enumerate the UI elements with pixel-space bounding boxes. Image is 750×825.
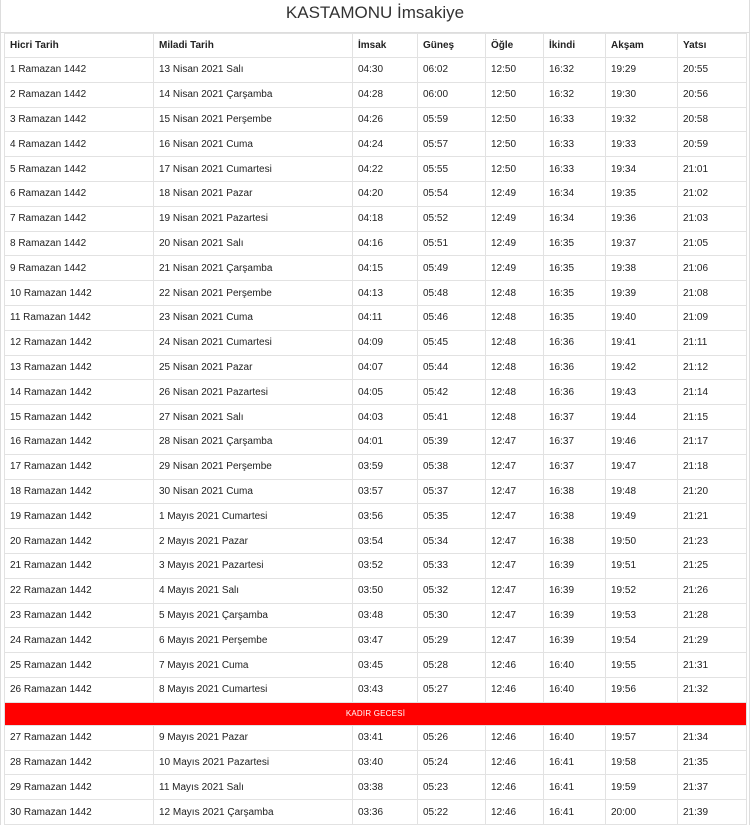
table-cell: 21:08 bbox=[678, 281, 747, 306]
table-row bbox=[5, 206, 747, 231]
table-cell: 06:02 bbox=[418, 58, 486, 83]
table-cell: 19:41 bbox=[606, 330, 678, 355]
table-cell: 19:40 bbox=[606, 305, 678, 330]
table-cell: 12:47 bbox=[486, 529, 544, 554]
table-cell: 03:45 bbox=[353, 653, 418, 678]
table-cell: 16:39 bbox=[544, 578, 606, 603]
table-cell: 21:25 bbox=[678, 553, 747, 578]
table-cell: 03:48 bbox=[353, 603, 418, 628]
table-cell: 12:48 bbox=[486, 330, 544, 355]
table-cell: 16:39 bbox=[544, 628, 606, 653]
table-cell: 05:24 bbox=[418, 750, 486, 775]
table-cell: 12:49 bbox=[486, 206, 544, 231]
table-row bbox=[5, 107, 747, 132]
table-cell: 12:47 bbox=[486, 553, 544, 578]
table-cell: 19:43 bbox=[606, 380, 678, 405]
table-cell: 04:09 bbox=[353, 330, 418, 355]
table-cell: 19:33 bbox=[606, 132, 678, 157]
table-cell: 05:32 bbox=[418, 578, 486, 603]
table-cell: 19:57 bbox=[606, 725, 678, 750]
table-cell: 20 Nisan 2021 Salı bbox=[154, 231, 353, 256]
table-cell: 03:47 bbox=[353, 628, 418, 653]
table-cell: 19:29 bbox=[606, 58, 678, 83]
table-cell: 21:14 bbox=[678, 380, 747, 405]
table-cell: 20:59 bbox=[678, 132, 747, 157]
table-cell: 20:55 bbox=[678, 58, 747, 83]
table-cell: 12:49 bbox=[486, 256, 544, 281]
table-cell: 12:49 bbox=[486, 231, 544, 256]
table-cell: 05:49 bbox=[418, 256, 486, 281]
kadir-gecesi-row bbox=[5, 702, 747, 725]
table-cell: 1 Ramazan 1442 bbox=[5, 58, 154, 83]
table-cell: 20:58 bbox=[678, 107, 747, 132]
column-header: İmsak bbox=[353, 34, 418, 58]
table-cell: 7 Mayıs 2021 Cuma bbox=[154, 653, 353, 678]
table-cell: 20:56 bbox=[678, 82, 747, 107]
table-cell: 9 Ramazan 1442 bbox=[5, 256, 154, 281]
table-cell: 19:47 bbox=[606, 454, 678, 479]
table-body bbox=[5, 58, 747, 825]
table-cell: 12:46 bbox=[486, 775, 544, 800]
table-cell: 03:50 bbox=[353, 578, 418, 603]
table-row bbox=[5, 603, 747, 628]
table-cell: 04:11 bbox=[353, 305, 418, 330]
table-cell: 16:33 bbox=[544, 132, 606, 157]
table-cell: 12:47 bbox=[486, 578, 544, 603]
table-cell: 6 Ramazan 1442 bbox=[5, 181, 154, 206]
table-row bbox=[5, 429, 747, 454]
table-cell: 26 Nisan 2021 Pazartesi bbox=[154, 380, 353, 405]
table-cell: 7 Ramazan 1442 bbox=[5, 206, 154, 231]
table-cell: 19:30 bbox=[606, 82, 678, 107]
table-cell: 21:26 bbox=[678, 578, 747, 603]
table-cell: 16:33 bbox=[544, 107, 606, 132]
table-cell: 06:00 bbox=[418, 82, 486, 107]
table-cell: 16:32 bbox=[544, 58, 606, 83]
table-row bbox=[5, 553, 747, 578]
table-cell: 03:36 bbox=[353, 800, 418, 825]
table-cell: 16:34 bbox=[544, 181, 606, 206]
table-cell: 05:45 bbox=[418, 330, 486, 355]
table-cell: 04:15 bbox=[353, 256, 418, 281]
table-cell: 21 Ramazan 1442 bbox=[5, 553, 154, 578]
table-cell: 11 Mayıs 2021 Salı bbox=[154, 775, 353, 800]
table-cell: 05:57 bbox=[418, 132, 486, 157]
table-cell: 19:59 bbox=[606, 775, 678, 800]
imsakiye-table bbox=[4, 33, 747, 825]
table-cell: 04:24 bbox=[353, 132, 418, 157]
table-cell: 19:32 bbox=[606, 107, 678, 132]
table-cell: 16:32 bbox=[544, 82, 606, 107]
table-cell: 03:57 bbox=[353, 479, 418, 504]
table-cell: 29 Ramazan 1442 bbox=[5, 775, 154, 800]
table-row bbox=[5, 281, 747, 306]
table-cell: 12:46 bbox=[486, 725, 544, 750]
table-header-row bbox=[5, 34, 747, 58]
table-row bbox=[5, 479, 747, 504]
table-cell: 21:39 bbox=[678, 800, 747, 825]
table-cell: 21:01 bbox=[678, 157, 747, 182]
table-cell: 19:50 bbox=[606, 529, 678, 554]
table-cell: 2 Mayıs 2021 Pazar bbox=[154, 529, 353, 554]
table-cell: 05:37 bbox=[418, 479, 486, 504]
table-cell: 19:52 bbox=[606, 578, 678, 603]
table-cell: 25 Ramazan 1442 bbox=[5, 653, 154, 678]
table-cell: 05:46 bbox=[418, 305, 486, 330]
table-cell: 28 Nisan 2021 Çarşamba bbox=[154, 429, 353, 454]
table-cell: 19:58 bbox=[606, 750, 678, 775]
table-row bbox=[5, 405, 747, 430]
table-cell: 19:34 bbox=[606, 157, 678, 182]
table-cell: 05:48 bbox=[418, 281, 486, 306]
table-cell: 28 Ramazan 1442 bbox=[5, 750, 154, 775]
table-cell: 22 Ramazan 1442 bbox=[5, 578, 154, 603]
table-cell: 05:44 bbox=[418, 355, 486, 380]
table-cell: 21:23 bbox=[678, 529, 747, 554]
table-cell: 21:32 bbox=[678, 677, 747, 702]
table-cell: 23 Nisan 2021 Cuma bbox=[154, 305, 353, 330]
table-cell: 21 Nisan 2021 Çarşamba bbox=[154, 256, 353, 281]
column-header: Güneş bbox=[418, 34, 486, 58]
table-row bbox=[5, 578, 747, 603]
table-cell: 4 Mayıs 2021 Salı bbox=[154, 578, 353, 603]
table-cell: 05:34 bbox=[418, 529, 486, 554]
table-cell: 12:47 bbox=[486, 603, 544, 628]
table-cell: 19:51 bbox=[606, 553, 678, 578]
table-cell: 05:30 bbox=[418, 603, 486, 628]
table-cell: 12:50 bbox=[486, 107, 544, 132]
table-cell: 18 Ramazan 1442 bbox=[5, 479, 154, 504]
table-cell: 04:05 bbox=[353, 380, 418, 405]
table-cell: 24 Nisan 2021 Cumartesi bbox=[154, 330, 353, 355]
table-cell: 16 Ramazan 1442 bbox=[5, 429, 154, 454]
table-cell: 03:52 bbox=[353, 553, 418, 578]
table-cell: 05:41 bbox=[418, 405, 486, 430]
table-cell: 03:40 bbox=[353, 750, 418, 775]
table-cell: 05:55 bbox=[418, 157, 486, 182]
table-cell: 21:20 bbox=[678, 479, 747, 504]
table-cell: 8 Ramazan 1442 bbox=[5, 231, 154, 256]
table-cell: 21:09 bbox=[678, 305, 747, 330]
table-cell: 21:34 bbox=[678, 725, 747, 750]
table-cell: 19:38 bbox=[606, 256, 678, 281]
table-cell: 04:26 bbox=[353, 107, 418, 132]
table-cell: 10 Mayıs 2021 Pazartesi bbox=[154, 750, 353, 775]
column-header: Akşam bbox=[606, 34, 678, 58]
table-cell: 05:27 bbox=[418, 677, 486, 702]
table-cell: 16:41 bbox=[544, 750, 606, 775]
table-row bbox=[5, 355, 747, 380]
table-cell: 15 Ramazan 1442 bbox=[5, 405, 154, 430]
table-cell: 16:41 bbox=[544, 800, 606, 825]
column-header: Öğle bbox=[486, 34, 544, 58]
table-cell: 05:59 bbox=[418, 107, 486, 132]
table-cell: 05:39 bbox=[418, 429, 486, 454]
table-cell: 8 Mayıs 2021 Cumartesi bbox=[154, 677, 353, 702]
table-cell: 12:47 bbox=[486, 628, 544, 653]
table-cell: 27 Nisan 2021 Salı bbox=[154, 405, 353, 430]
table-cell: 03:41 bbox=[353, 725, 418, 750]
table-cell: 19:46 bbox=[606, 429, 678, 454]
table-row bbox=[5, 181, 747, 206]
table-cell: 21:06 bbox=[678, 256, 747, 281]
table-cell: 05:33 bbox=[418, 553, 486, 578]
table-cell: 19 Ramazan 1442 bbox=[5, 504, 154, 529]
table-cell: 12:48 bbox=[486, 405, 544, 430]
table-cell: 21:12 bbox=[678, 355, 747, 380]
table-cell: 3 Mayıs 2021 Pazartesi bbox=[154, 553, 353, 578]
table-cell: 12:47 bbox=[486, 429, 544, 454]
table-cell: 16:34 bbox=[544, 206, 606, 231]
table-row bbox=[5, 157, 747, 182]
table-cell: 19:39 bbox=[606, 281, 678, 306]
table-cell: 21:02 bbox=[678, 181, 747, 206]
table-cell: 2 Ramazan 1442 bbox=[5, 82, 154, 107]
table-cell: 03:54 bbox=[353, 529, 418, 554]
table-cell: 30 Ramazan 1442 bbox=[5, 800, 154, 825]
table-cell: 04:22 bbox=[353, 157, 418, 182]
table-row bbox=[5, 504, 747, 529]
table-cell: 9 Mayıs 2021 Pazar bbox=[154, 725, 353, 750]
table-cell: 04:01 bbox=[353, 429, 418, 454]
table-cell: 14 Nisan 2021 Çarşamba bbox=[154, 82, 353, 107]
table-cell: 19:49 bbox=[606, 504, 678, 529]
table-row bbox=[5, 58, 747, 83]
table-cell: 11 Ramazan 1442 bbox=[5, 305, 154, 330]
table-cell: 03:56 bbox=[353, 504, 418, 529]
table-cell: 04:13 bbox=[353, 281, 418, 306]
column-header: Yatsı bbox=[678, 34, 747, 58]
table-cell: 21:15 bbox=[678, 405, 747, 430]
table-cell: 19:54 bbox=[606, 628, 678, 653]
table-cell: 6 Mayıs 2021 Perşembe bbox=[154, 628, 353, 653]
table-cell: 19:56 bbox=[606, 677, 678, 702]
table-cell: 15 Nisan 2021 Perşembe bbox=[154, 107, 353, 132]
table-cell: 05:26 bbox=[418, 725, 486, 750]
table-cell: 05:52 bbox=[418, 206, 486, 231]
table-cell: 16:35 bbox=[544, 256, 606, 281]
table-cell: 21:11 bbox=[678, 330, 747, 355]
table-cell: 21:05 bbox=[678, 231, 747, 256]
table-cell: 21:18 bbox=[678, 454, 747, 479]
table-row bbox=[5, 725, 747, 750]
table-row bbox=[5, 82, 747, 107]
table-row bbox=[5, 775, 747, 800]
table-row bbox=[5, 380, 747, 405]
table-cell: 12 Mayıs 2021 Çarşamba bbox=[154, 800, 353, 825]
table-cell: 16:36 bbox=[544, 355, 606, 380]
table-cell: 21:31 bbox=[678, 653, 747, 678]
table-cell: 21:21 bbox=[678, 504, 747, 529]
table-cell: 20 Ramazan 1442 bbox=[5, 529, 154, 554]
table-cell: 16:35 bbox=[544, 281, 606, 306]
table-cell: 16:38 bbox=[544, 529, 606, 554]
table-cell: 04:18 bbox=[353, 206, 418, 231]
table-cell: 3 Ramazan 1442 bbox=[5, 107, 154, 132]
table-row bbox=[5, 750, 747, 775]
table-cell: 20:00 bbox=[606, 800, 678, 825]
table-row bbox=[5, 454, 747, 479]
table-cell: 16:36 bbox=[544, 380, 606, 405]
table-cell: 16:40 bbox=[544, 653, 606, 678]
table-cell: 05:38 bbox=[418, 454, 486, 479]
table-cell: 05:51 bbox=[418, 231, 486, 256]
table-cell: 04:28 bbox=[353, 82, 418, 107]
table-cell: 12 Ramazan 1442 bbox=[5, 330, 154, 355]
table-row bbox=[5, 529, 747, 554]
table-cell: 16:33 bbox=[544, 157, 606, 182]
table-cell: 23 Ramazan 1442 bbox=[5, 603, 154, 628]
table-cell: 12:50 bbox=[486, 132, 544, 157]
table-cell: 26 Ramazan 1442 bbox=[5, 677, 154, 702]
table-cell: 27 Ramazan 1442 bbox=[5, 725, 154, 750]
table-row bbox=[5, 628, 747, 653]
table-cell: 03:59 bbox=[353, 454, 418, 479]
table-cell: 22 Nisan 2021 Perşembe bbox=[154, 281, 353, 306]
table-cell: 05:23 bbox=[418, 775, 486, 800]
table-cell: 4 Ramazan 1442 bbox=[5, 132, 154, 157]
table-cell: 18 Nisan 2021 Pazar bbox=[154, 181, 353, 206]
table-cell: 04:07 bbox=[353, 355, 418, 380]
table-cell: 05:28 bbox=[418, 653, 486, 678]
table-cell: 5 Ramazan 1442 bbox=[5, 157, 154, 182]
table-cell: 16:35 bbox=[544, 305, 606, 330]
table-cell: 21:17 bbox=[678, 429, 747, 454]
table-cell: 04:30 bbox=[353, 58, 418, 83]
table-cell: 12:50 bbox=[486, 82, 544, 107]
table-cell: 04:20 bbox=[353, 181, 418, 206]
table-row bbox=[5, 132, 747, 157]
table-row bbox=[5, 305, 747, 330]
table-cell: 04:03 bbox=[353, 405, 418, 430]
table-cell: 25 Nisan 2021 Pazar bbox=[154, 355, 353, 380]
table-cell: 16:35 bbox=[544, 231, 606, 256]
table-cell: 21:29 bbox=[678, 628, 747, 653]
table-cell: 19:37 bbox=[606, 231, 678, 256]
table-cell: 16:38 bbox=[544, 504, 606, 529]
table-cell: 5 Mayıs 2021 Çarşamba bbox=[154, 603, 353, 628]
table-cell: 10 Ramazan 1442 bbox=[5, 281, 154, 306]
table-cell: 12:50 bbox=[486, 157, 544, 182]
table-cell: 16:36 bbox=[544, 330, 606, 355]
table-cell: 19:36 bbox=[606, 206, 678, 231]
table-cell: 12:46 bbox=[486, 653, 544, 678]
table-cell: 16:37 bbox=[544, 454, 606, 479]
table-row bbox=[5, 800, 747, 825]
table-cell: 12:46 bbox=[486, 677, 544, 702]
table-cell: 21:28 bbox=[678, 603, 747, 628]
table-cell: 12:47 bbox=[486, 454, 544, 479]
table-row bbox=[5, 231, 747, 256]
table-cell: 19:42 bbox=[606, 355, 678, 380]
table-cell: 13 Ramazan 1442 bbox=[5, 355, 154, 380]
table-cell: 12:48 bbox=[486, 281, 544, 306]
table-cell: 17 Ramazan 1442 bbox=[5, 454, 154, 479]
table-cell: 05:42 bbox=[418, 380, 486, 405]
table-cell: 04:16 bbox=[353, 231, 418, 256]
table-cell: 12:50 bbox=[486, 58, 544, 83]
table-cell: 13 Nisan 2021 Salı bbox=[154, 58, 353, 83]
table-cell: 12:48 bbox=[486, 380, 544, 405]
table-cell: 19 Nisan 2021 Pazartesi bbox=[154, 206, 353, 231]
table-cell: 12:46 bbox=[486, 800, 544, 825]
page-title: KASTAMONU İmsakiye bbox=[1, 0, 749, 33]
table-cell: 03:43 bbox=[353, 677, 418, 702]
table-cell: 21:35 bbox=[678, 750, 747, 775]
table-cell: 12:46 bbox=[486, 750, 544, 775]
column-header: Hicri Tarih bbox=[5, 34, 154, 58]
table-cell: 16:39 bbox=[544, 553, 606, 578]
table-cell: 21:03 bbox=[678, 206, 747, 231]
table-cell: 05:29 bbox=[418, 628, 486, 653]
table-cell: 12:48 bbox=[486, 305, 544, 330]
table-cell: 14 Ramazan 1442 bbox=[5, 380, 154, 405]
table-cell: 12:49 bbox=[486, 181, 544, 206]
table-cell: 16:40 bbox=[544, 677, 606, 702]
table-cell: 03:38 bbox=[353, 775, 418, 800]
table-row bbox=[5, 256, 747, 281]
table-cell: 05:22 bbox=[418, 800, 486, 825]
table-cell: 19:53 bbox=[606, 603, 678, 628]
table-cell: 12:47 bbox=[486, 504, 544, 529]
column-header: İkindi bbox=[544, 34, 606, 58]
table-cell: 16:40 bbox=[544, 725, 606, 750]
table-cell: 12:48 bbox=[486, 355, 544, 380]
table-cell: 19:55 bbox=[606, 653, 678, 678]
table-cell: 16:39 bbox=[544, 603, 606, 628]
table-cell: 16:37 bbox=[544, 429, 606, 454]
table-cell: 1 Mayıs 2021 Cumartesi bbox=[154, 504, 353, 529]
table-cell: 19:48 bbox=[606, 479, 678, 504]
table-cell: 05:35 bbox=[418, 504, 486, 529]
table-cell: 19:44 bbox=[606, 405, 678, 430]
table-cell: 16:37 bbox=[544, 405, 606, 430]
table-cell: 29 Nisan 2021 Perşembe bbox=[154, 454, 353, 479]
table-cell: 30 Nisan 2021 Cuma bbox=[154, 479, 353, 504]
table-cell: 12:47 bbox=[486, 479, 544, 504]
table-cell: 05:54 bbox=[418, 181, 486, 206]
table-cell: 21:37 bbox=[678, 775, 747, 800]
table-row bbox=[5, 677, 747, 702]
table-row bbox=[5, 653, 747, 678]
table-cell: 16:41 bbox=[544, 775, 606, 800]
table-cell: 19:35 bbox=[606, 181, 678, 206]
table-row bbox=[5, 330, 747, 355]
table-cell: 16:38 bbox=[544, 479, 606, 504]
table-cell: 16 Nisan 2021 Cuma bbox=[154, 132, 353, 157]
table-cell: 24 Ramazan 1442 bbox=[5, 628, 154, 653]
column-header: Miladi Tarih bbox=[154, 34, 353, 58]
highlight-label: KADIR GECESİ bbox=[5, 702, 747, 725]
table-cell: 17 Nisan 2021 Cumartesi bbox=[154, 157, 353, 182]
